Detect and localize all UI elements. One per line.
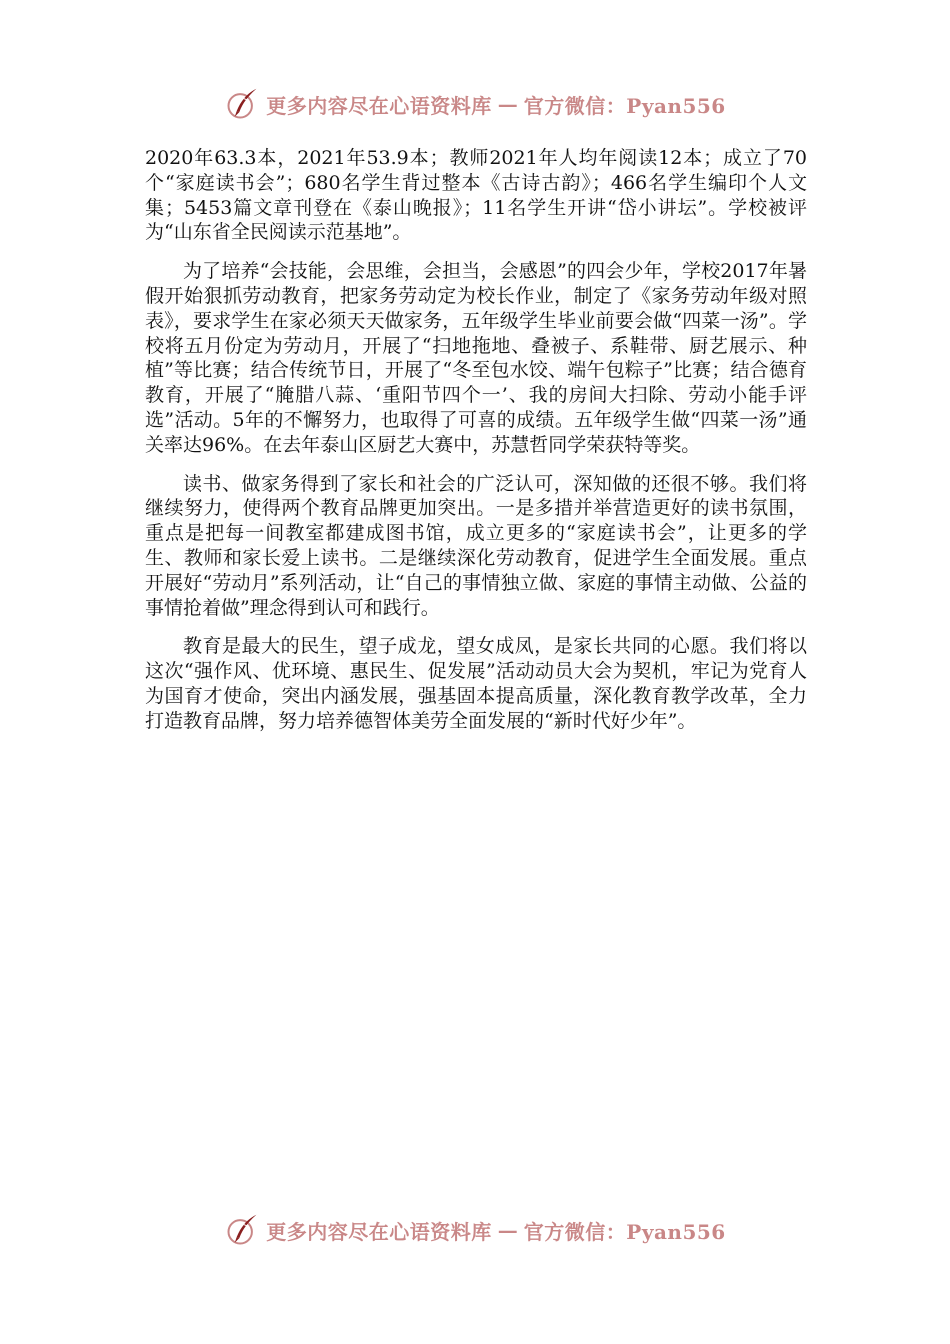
document-body (145, 146, 807, 748)
watermark-contact: 官方微信：Pyan556 (523, 93, 726, 118)
paragraph-2: 为了培养“会技能，会思维，会担当，会感恩”的四会少年，学校2017年暑假开始狠抓劳动教育，把家务劳动定为校长作业，制定了《家务劳动年级对照表》，要求学生在家必须天天做家务，五年级学生毕业前要会做“四菜一汤”。学校将五月份定为劳动月，开展了“扫地拖地、叠被子、系鞋带、厨艺展示、种植”等比赛；结合传统节日，开展了“冬至包水饺、端午包粽子”比赛；结合德育教育，开展了“腌腊八蒜、‘重阳节四个一’、我的房间大扫除、劳动小能手评选”活动。5年的不懈努力，也取得了可喜的成绩。五年级学生做“四菜一汤”通关率达96%。在去年泰山区厨艺大赛中，苏慧哲同学荣获特等奖。 (145, 260, 807, 456)
quill-pen-logo-icon (224, 1212, 260, 1248)
header-watermark (0, 84, 950, 124)
watermark-separator: — (497, 92, 518, 116)
watermark-separator: — (497, 1218, 518, 1242)
quill-pen-logo-icon (224, 86, 260, 122)
watermark-contact: 官方微信：Pyan556 (523, 1219, 726, 1244)
watermark-group (224, 86, 725, 122)
watermark-text: 更多内容尽在心语资料库 (266, 93, 492, 118)
watermark-group (224, 1212, 725, 1248)
paragraph-3: 读书、做家务得到了家长和社会的广泛认可，深知做的还很不够。我们将继续努力，使得两个教育品牌更加突出。一是多措并举营造更好的读书氛围，重点是把每一间教室都建成图书馆，成立更多的“家庭读书会”，让更多的学生、教师和家长爱上读书。二是继续深化劳动教育，促进学生全面发展。重点开展好“劳动月”系列活动，让“自己的事情独立做、家庭的事情主动做、公益的事情抢着做”理念得到认可和践行。 (145, 472, 807, 619)
paragraph-4: 教育是最大的民生，望子成龙，望女成凤，是家长共同的心愿。我们将以这次“强作风、优环境、惠民生、促发展”活动动员大会为契机，牢记为党育人为国育才使命，突出内涵发展，强基固本提高质量，深化教育教学改革，全力打造教育品牌，努力培养德智体美劳全面发展的“新时代好少年”。 (145, 635, 807, 732)
footer-watermark (0, 1210, 950, 1250)
watermark-text: 更多内容尽在心语资料库 (266, 1219, 492, 1244)
paragraph-1: 2020年63.3本，2021年53.9本；教师2021年人均年阅读12本；成立了70个“家庭读书会”；680名学生背过整本《古诗古韵》；466名学生编印个人文集；5453篇文章刊登在《泰山晚报》；11名学生开讲“岱小讲坛”。学校被评为“山东省全民阅读示范基地”。 (145, 147, 807, 244)
